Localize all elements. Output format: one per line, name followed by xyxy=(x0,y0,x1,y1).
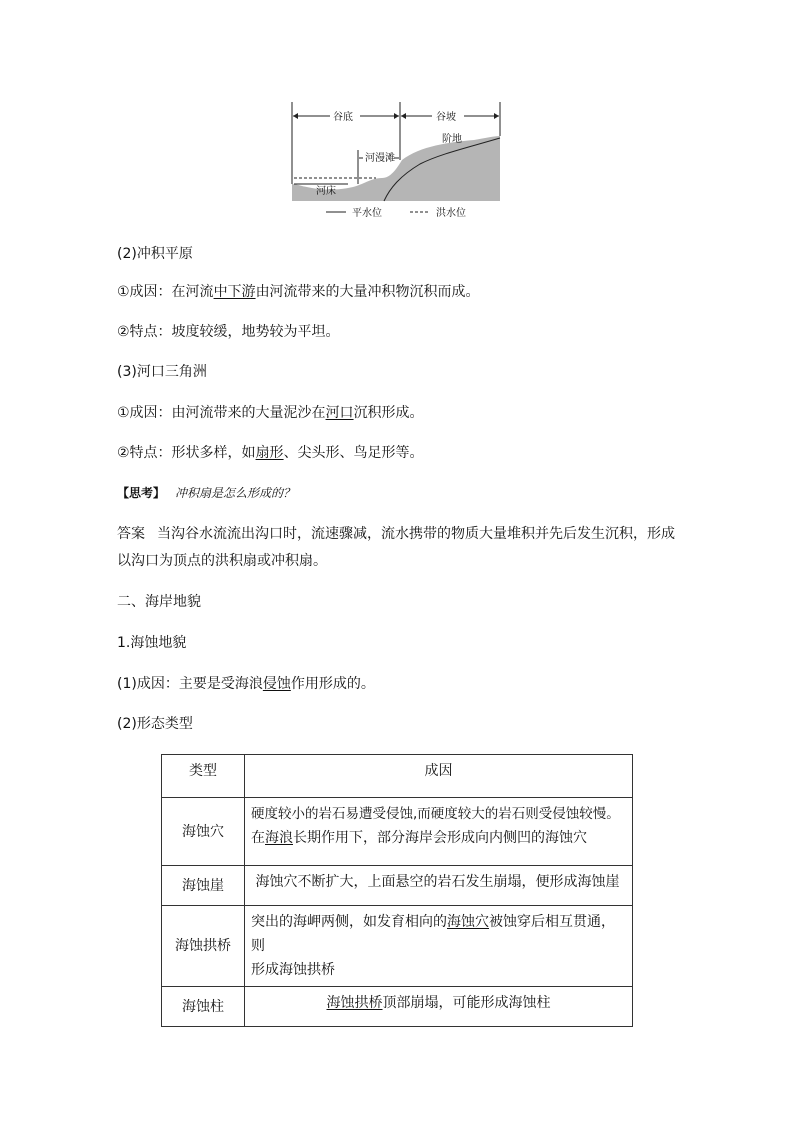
delta-feature: ②特点：形状多样，如扇形、尖头形、鸟足形等。 xyxy=(117,445,424,461)
row-cause: 突出的海岬两侧，如发育相向的海蚀穴被蚀穿后相互贯通，则 形成海蚀拱桥 xyxy=(245,906,633,987)
label-gupo: 谷坡 xyxy=(436,112,456,123)
row-cause: 海蚀穴不断扩大，上面悬空的岩石发生崩塌，便形成海蚀崖 xyxy=(245,866,633,906)
row-type: 海蚀拱桥 xyxy=(162,906,245,987)
label-gudi: 谷底 xyxy=(333,112,353,123)
legend-normal: 平水位 xyxy=(352,208,382,219)
header-type: 类型 xyxy=(162,755,245,798)
legend-flood: 洪水位 xyxy=(436,208,466,219)
row-cause: 海蚀拱桥顶部崩塌，可能形成海蚀柱 xyxy=(245,987,633,1027)
think-question: 【思考】 冲积扇是怎么形成的？ xyxy=(117,486,296,500)
erosion-types-table xyxy=(161,754,633,1027)
table-row xyxy=(162,866,633,906)
alluvial-plain-cause: ①成因：在河流中下游由河流带来的大量冲积物沉积而成。 xyxy=(117,284,480,300)
answer-line-1: 答案 当沟谷水流流出沟口时，流速骤减，流水携带的物质大量堆积并先后发生沉积，形成 xyxy=(117,526,675,542)
table-header-row xyxy=(162,755,633,798)
row-type: 海蚀柱 xyxy=(162,987,245,1027)
marine-erosion-cause: (1)成因：主要是受海浪侵蚀作用形成的。 xyxy=(117,676,375,692)
delta-cause: ①成因：由河流带来的大量泥沙在河口沉积形成。 xyxy=(117,405,424,421)
row-type: 海蚀穴 xyxy=(162,798,245,866)
section-heading-alluvial-plain: (2)冲积平原 xyxy=(117,246,193,262)
label-hemantan: 河漫滩 xyxy=(365,153,395,164)
river-valley-diagram xyxy=(290,100,502,222)
table-row xyxy=(162,987,633,1027)
section-heading-delta: (3)河口三角洲 xyxy=(117,364,207,380)
table-row xyxy=(162,798,633,866)
table-row xyxy=(162,906,633,987)
label-jiedi: 阶地 xyxy=(442,134,462,145)
label-hechuang: 河床 xyxy=(316,186,336,197)
types-heading: (2)形态类型 xyxy=(117,716,193,732)
header-cause: 成因 xyxy=(245,755,633,798)
part-heading-coastal: 二、海岸地貌 xyxy=(117,594,201,610)
alluvial-plain-feature: ②特点：坡度较缓，地势较为平坦。 xyxy=(117,324,340,340)
sub-heading-marine-erosion: 1.海蚀地貌 xyxy=(117,635,187,651)
row-type: 海蚀崖 xyxy=(162,866,245,906)
answer-line-2: 以沟口为顶点的洪积扇或冲积扇。 xyxy=(117,553,327,569)
row-cause: 硬度较小的岩石易遭受侵蚀,而硬度较大的岩石则受侵蚀较慢。 在海浪长期作用下，部分海岸会形成向内侧凹的海蚀穴 xyxy=(245,798,633,866)
